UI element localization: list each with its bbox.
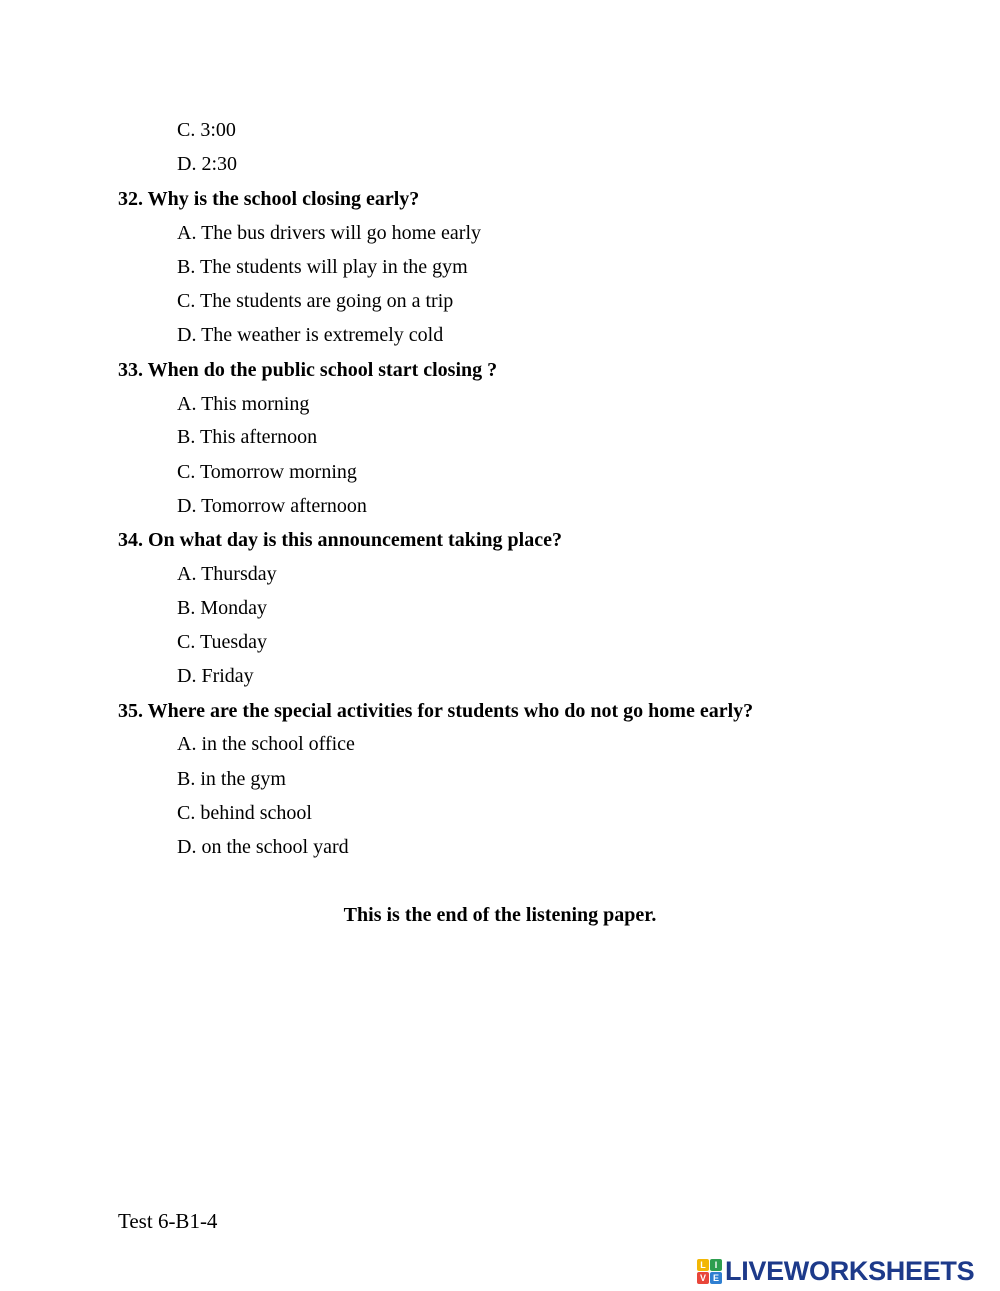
end-of-paper-note: This is the end of the listening paper. — [343, 904, 657, 926]
q31-option-d: D. 2:30 — [177, 153, 237, 175]
question-33-option-c: C. Tomorrow morning — [177, 461, 357, 483]
logo-tile-v: V — [697, 1272, 709, 1284]
question-35-option-d: D. on the school yard — [177, 836, 349, 858]
logo-tile-e: E — [710, 1272, 722, 1284]
question-32-option-d: D. The weather is extremely cold — [177, 324, 444, 346]
question-35-title: 35. Where are the special activities for students who do not go home early? — [118, 700, 754, 722]
question-33-title: 33. When do the public school start closing ? — [118, 359, 498, 381]
logo-tile-i: I — [710, 1259, 722, 1271]
question-35-option-a: A. in the school office — [177, 733, 355, 755]
logo-tile-l: L — [697, 1259, 709, 1271]
question-34-option-b: B. Monday — [177, 597, 267, 619]
footer-test-id: Test 6-B1-4 — [118, 1209, 218, 1233]
question-34-option-d: D. Friday — [177, 665, 254, 687]
question-32-option-b: B. The students will play in the gym — [177, 256, 468, 278]
question-32-option-c: C. The students are going on a trip — [177, 290, 454, 312]
question-35-option-c: C. behind school — [177, 802, 312, 824]
question-32-title: 32. Why is the school closing early? — [118, 188, 420, 210]
question-33-option-d: D. Tomorrow afternoon — [177, 495, 367, 517]
liveworksheets-logo-icon — [697, 1259, 722, 1284]
liveworksheets-logo[interactable] — [697, 1256, 974, 1286]
question-34-option-a: A. Thursday — [177, 563, 277, 585]
question-33-option-a: A. This morning — [177, 393, 310, 415]
q31-option-c: C. 3:00 — [177, 119, 236, 141]
question-35-option-b: B. in the gym — [177, 768, 286, 790]
question-34-title: 34. On what day is this announcement taking place? — [118, 529, 562, 551]
question-32-option-a: A. The bus drivers will go home early — [177, 222, 482, 244]
question-34-option-c: C. Tuesday — [177, 631, 268, 653]
question-33-option-b: B. This afternoon — [177, 426, 318, 448]
liveworksheets-logo-text: LIVEWORKSHEETS — [725, 1255, 975, 1286]
